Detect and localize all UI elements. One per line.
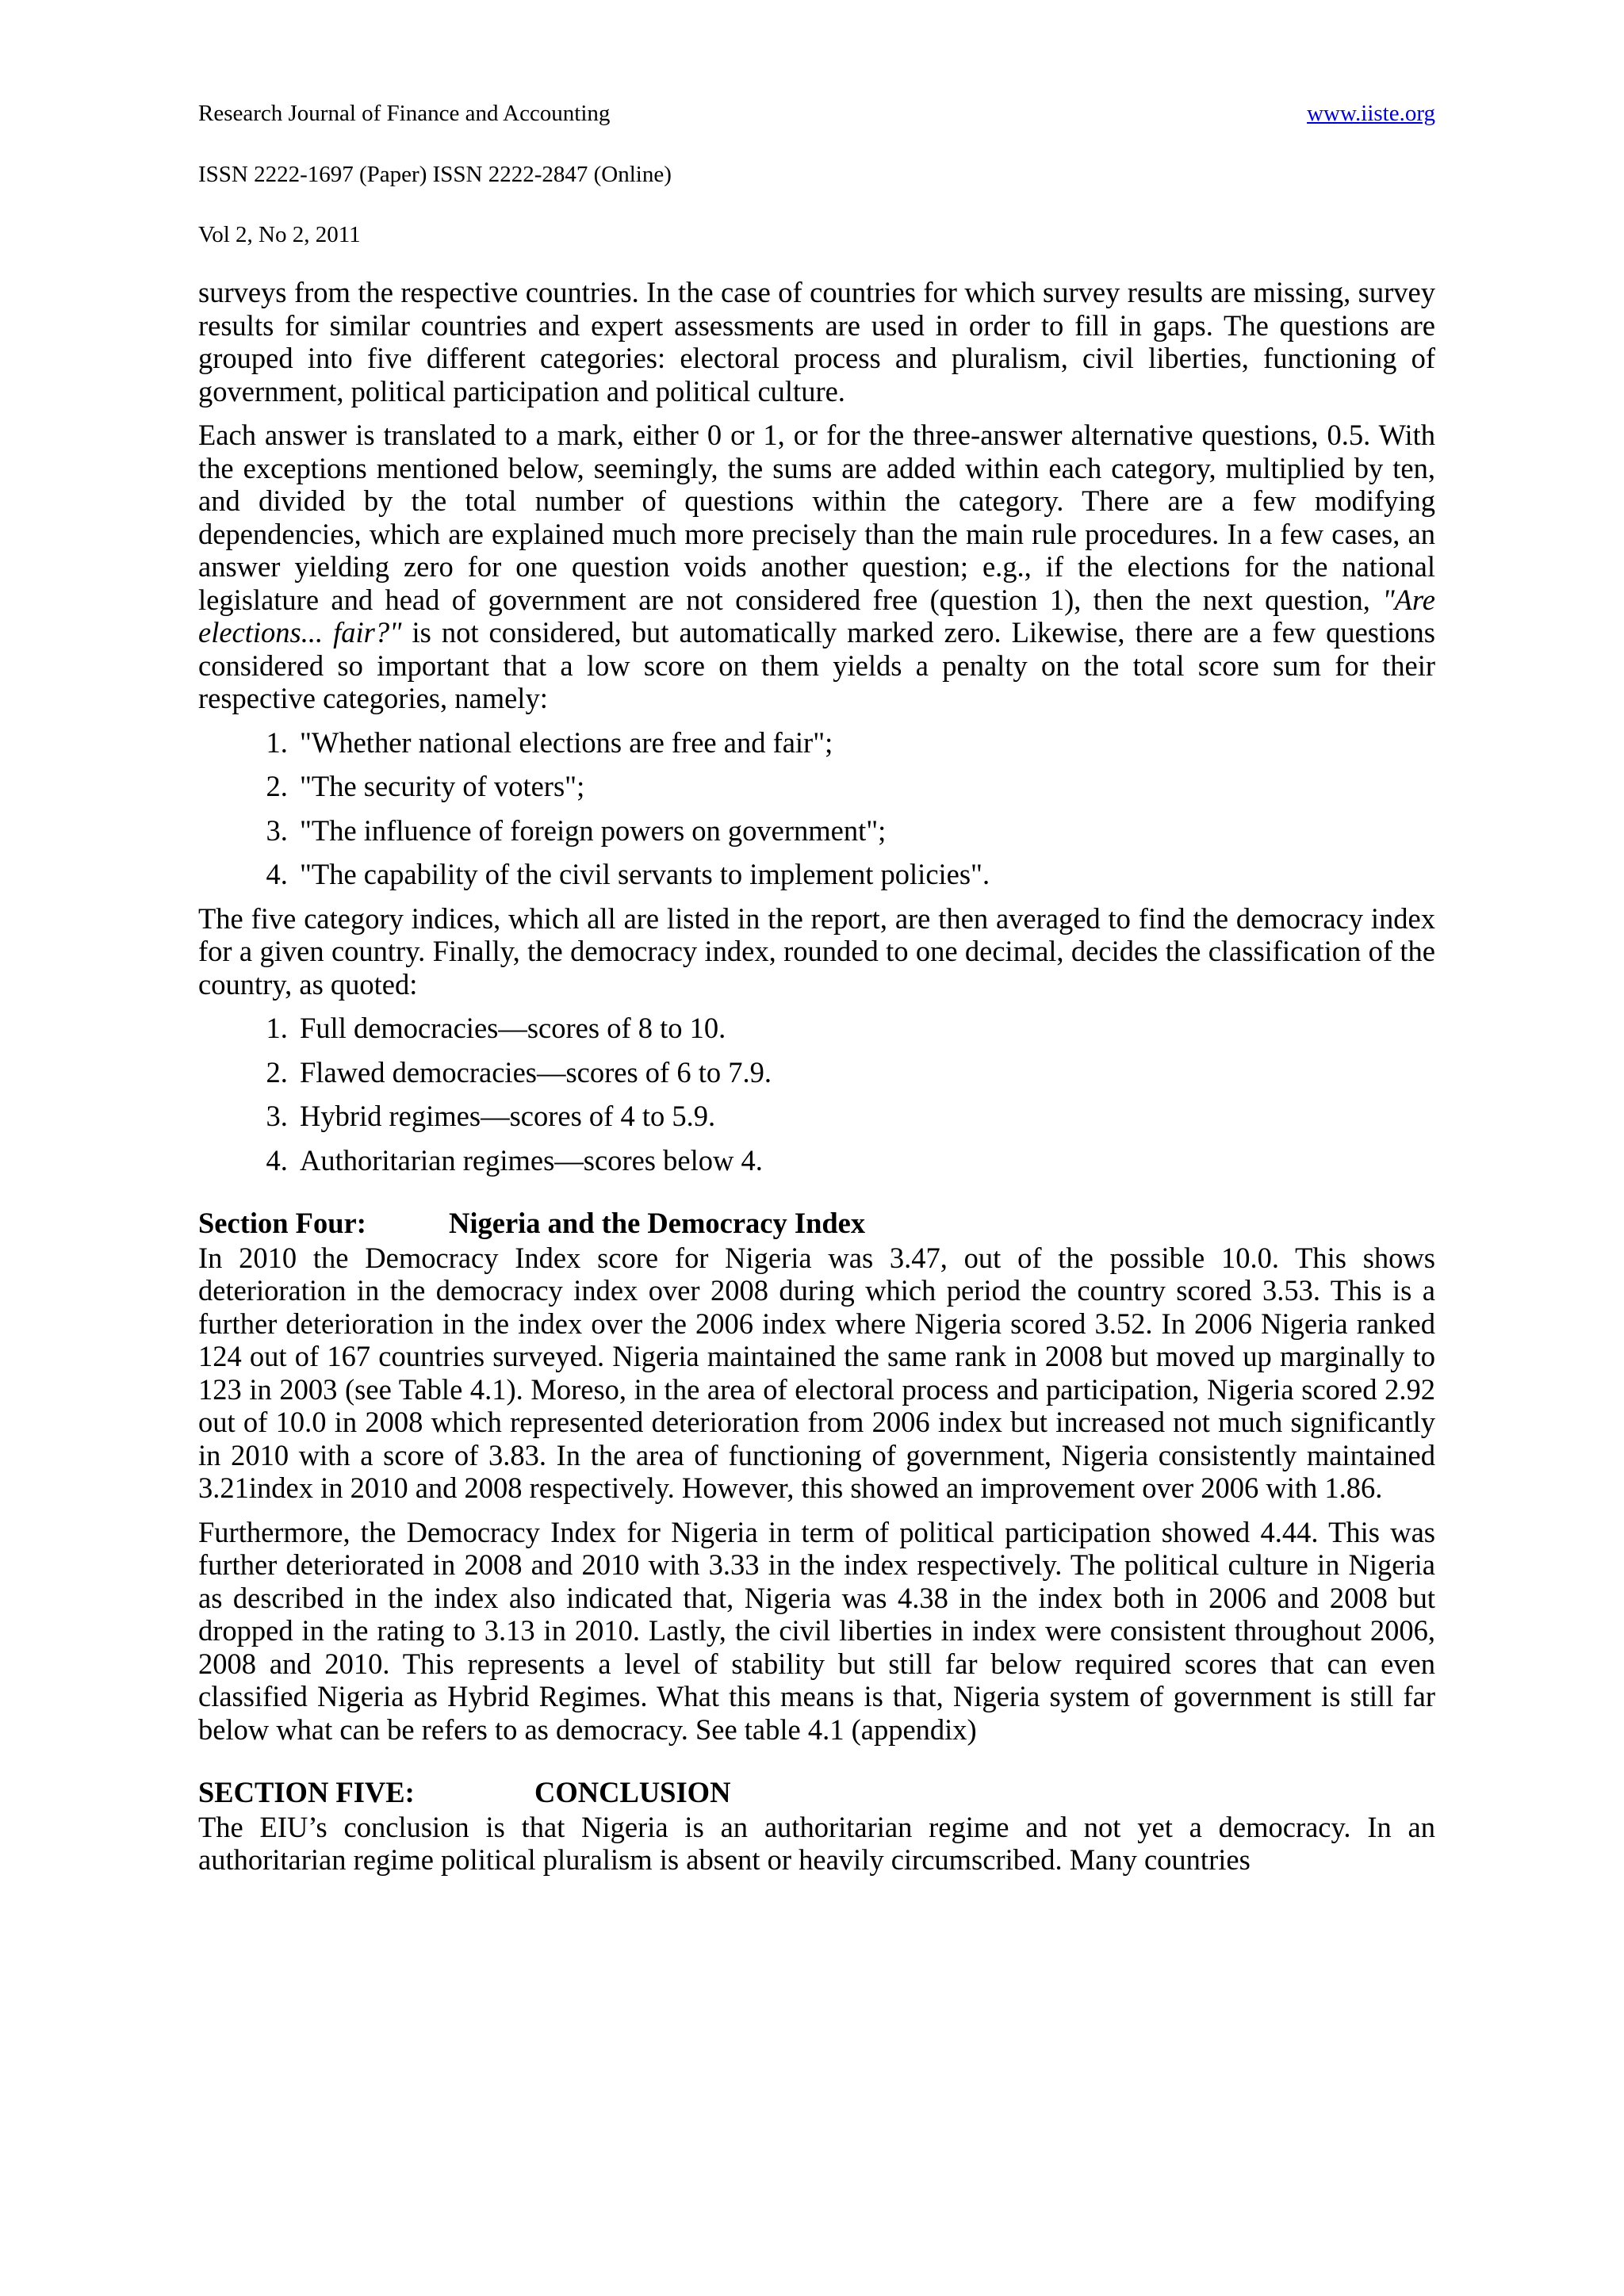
section-four-title: Nigeria and the Democracy Index [449,1207,866,1239]
classification-list [198,1012,1435,1177]
section-five-heading [198,1776,1435,1809]
quoted-question: "Are elections... fair?" [198,583,1435,649]
paragraph-scoring-start: Each answer is translated to a mark, either 0 or 1, or for the three-answer alternative questions, 0.5. With the exceptions mentioned below, seemingly, the sums are added within each category, multiplied by ten, and divided by the total number of questions within the category. There are a few modifying dependencies, which are explained much more precisely than the main rule procedures. In a few cases, an answer yielding zero for one question voids another question; e.g., if the elections for the national legislature and head of government are not considered free (question 1), then the next question, [198,419,1435,616]
paragraph-category-indices: The five category indices, which all are listed in the report, are then averaged to find the democracy index for a given country. Finally, the democracy index, rounded to one decimal, decides the classification of the country, as quoted: [198,901,1435,1001]
website-link[interactable]: www.iiste.org [1307,101,1435,126]
paragraph-scoring [198,419,1435,715]
list-item: 4. "The capability of the civil servants to implement policies". [295,858,1435,891]
list-item: 2. Flawed democracies—scores of 6 to 7.9. [295,1056,1435,1089]
list-item: 1. Full democracies—scores of 8 to 10. [295,1012,1435,1045]
paragraph-surveys: surveys from the respective countries. In the case of countries for which survey results are missing, survey results for similar countries and expert assessments are used in order to fill in gaps. The questions are grouped into five different categories: electoral process and pluralism, civil liberties, functioning of government, political participation and political culture. [198,276,1435,408]
list-item: 3. Hybrid regimes—scores of 4 to 5.9. [295,1100,1435,1133]
issn-line: ISSN 2222-1697 (Paper) ISSN 2222-2847 (Online) [198,162,672,187]
paragraph-conclusion: The EIU’s conclusion is that Nigeria is an authoritarian regime and not yet a democracy. In an authoritarian regime political pluralism is absent or heavily circumscribed. Many countries [198,1810,1435,1876]
list-item: 2. "The security of voters"; [295,770,1435,803]
section-four-heading [198,1207,1435,1240]
list-item: 4. Authoritarian regimes—scores below 4. [295,1144,1435,1177]
section-five-number: SECTION FIVE: [198,1776,415,1808]
journal-title: Research Journal of Finance and Accounting [198,101,611,126]
volume-line: Vol 2, No 2, 2011 [198,222,361,247]
section-four-number: Section Four: [198,1207,366,1239]
list-item: 3. "The influence of foreign powers on government"; [295,814,1435,848]
section-five-title: CONCLUSION [534,1776,731,1808]
paragraph-scoring-end: is not considered, but automatically marked zero. Likewise, there are a few questions considered so important that a low score on them yields a penalty on the total score sum for their respective categories, namely: [198,616,1435,714]
body-text [198,276,1435,1888]
list-item: 1. "Whether national elections are free and fair"; [295,726,1435,760]
penalty-questions-list [198,726,1435,891]
paragraph-political-participation: Furthermore, the Democracy Index for Nigeria in term of political participation showed 4.44. This was further deteriorated in 2008 and 2010 with 3.33 in the index respectively. The political culture in Nigeria as described in the index also indicated that, Nigeria was 4.38 in the index both in 2006 and 2008 but dropped in the rating to 3.13 in 2010. Lastly, the civil liberties in index were consistent throughout 2006, 2008 and 2010. This represents a level of stability but still far below required scores that can even classified Nigeria as Hybrid Regimes. What this means is that, Nigeria system of government is still far below what can be refers to as democracy. See table 4.1 (appendix) [198,1515,1435,1746]
paragraph-nigeria-score: In 2010 the Democracy Index score for Nigeria was 3.47, out of the possible 10.0. This shows deterioration in the democracy index over 2008 during which period the country scored 3.53. This is a further deterioration in the index over the 2006 index where Nigeria scored 3.52. In 2006 Nigeria ranked 124 out of 167 countries surveyed. Nigeria maintained the same rank in 2008 but moved up marginally to 123 in 2003 (see Table 4.1). Moreso, in the area of electoral process and participation, Nigeria scored 2.92 out of 10.0 in 2008 which represented deterioration from 2006 index but increased not much significantly in 2010 with a score of 3.83. In the area of functioning of government, Nigeria consistently maintained 3.21index in 2010 and 2008 respectively. However, this showed an improvement over 2006 with 1.86. [198,1241,1435,1504]
